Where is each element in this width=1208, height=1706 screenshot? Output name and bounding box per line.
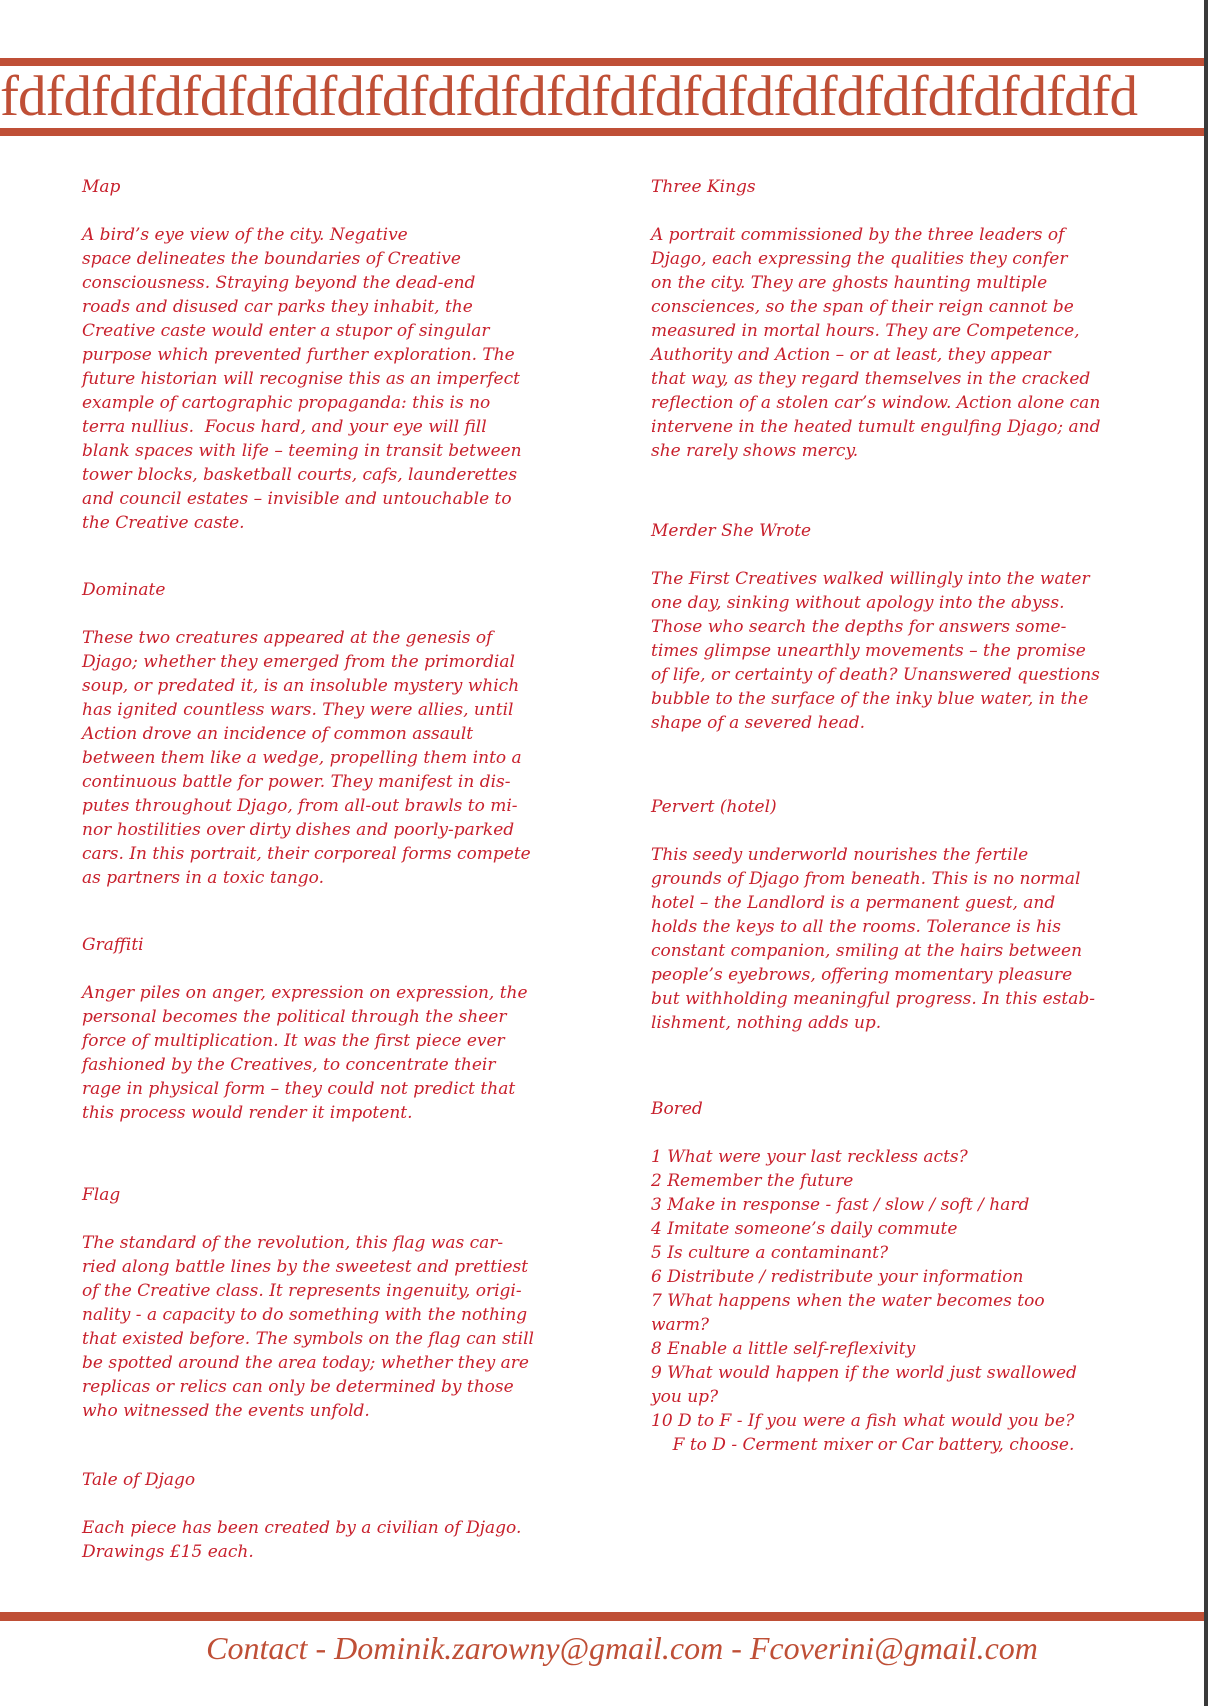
body-line: Authority and Action – or at least, they appear (651, 345, 1051, 365)
section-title: Graffiti (82, 935, 144, 955)
body-line: terra nullius. Focus hard, and your eye will fill (82, 417, 487, 437)
header-pattern: fdfdfdfdfdfdfdfdfdfdfdfdfdfdfdfdfdfdfdfdfdfdfdfdfd (0, 65, 1138, 128)
body-line: shape of a severed head. (651, 713, 865, 733)
section-title: Bored (651, 1099, 703, 1119)
body-line: bubble to the surface of the inky blue water, in the (651, 689, 1089, 709)
header-bottom-rule (0, 128, 1204, 136)
body-line: constant companion, smiling at the hairs between (651, 941, 1083, 961)
body-line: reflection of a stolen car’s window. Action alone can (651, 393, 1101, 413)
body-line: people’s eyebrows, offering momentary pleasure (651, 965, 1073, 985)
body-line: The First Creatives walked willingly into the water (651, 569, 1090, 589)
page-edge (1204, 0, 1208, 1706)
body-line: 7 What happens when the water becomes too (651, 1291, 1045, 1311)
body-line: future historian will recognise this as an imperfect (82, 369, 520, 389)
body-line: grounds of Djago from beneath. This is no normal (651, 869, 1081, 889)
body-line: warm? (651, 1315, 710, 1335)
section-three-kings (651, 175, 1100, 463)
body-line: F to D - Cerment mixer or Car battery, choose. (651, 1435, 1075, 1455)
body-line: space delineates the boundaries of Creative (82, 249, 461, 269)
body-line: putes throughout Djago, from all-out brawls to mi- (82, 796, 518, 816)
body-line: ried along battle lines by the sweetest and prettiest (82, 1257, 529, 1277)
body-line: 2 Remember the future (651, 1171, 854, 1191)
body-line: A portrait commissioned by the three leaders of (651, 225, 1065, 245)
section-tale-of-djago (82, 1468, 521, 1564)
section-title: Three Kings (651, 177, 756, 197)
body-line: but withholding meaningful progress. In this estab- (651, 989, 1095, 1009)
section-title: Merder She Wrote (651, 521, 812, 541)
body-line: 3 Make in response - fast / slow / soft / hard (651, 1195, 1030, 1215)
body-line: blank spaces with life – teeming in transit between (82, 441, 522, 461)
body-line: Each piece has been created by a civilian of Djago. (82, 1518, 522, 1538)
body-line: 6 Distribute / redistribute your information (651, 1267, 1024, 1287)
body-line: rage in physical form – they could not predict that (82, 1079, 516, 1099)
body-line: personal becomes the political through the sheer (82, 1007, 507, 1027)
body-line: Those who search the depths for answers some- (651, 617, 1067, 637)
body-line: times glimpse unearthly movements – the promise (651, 641, 1086, 661)
section-title: Map (82, 177, 121, 197)
body-line: one day, sinking without apology into the abyss. (651, 593, 1065, 613)
body-line: consciousness. Straying beyond the dead-end (82, 273, 476, 293)
body-line: 4 Imitate someone’s daily commute (651, 1219, 958, 1239)
section-map (82, 175, 522, 535)
body-line: A bird’s eye view of the city. Negative (82, 225, 408, 245)
body-line: has ignited countless wars. They were allies, until (82, 700, 514, 720)
body-line: measured in mortal hours. They are Competence, (651, 321, 1080, 341)
body-line: that existed before. The symbols on the flag can still (82, 1329, 534, 1349)
section-title: Tale of Djago (82, 1470, 196, 1490)
section-graffiti (82, 933, 528, 1125)
body-line: nor hostilities over dirty dishes and poorly-parked (82, 820, 515, 840)
body-line: between them like a wedge, propelling them into a (82, 748, 522, 768)
body-line: Djago, each expressing the qualities they confer (651, 249, 1068, 269)
body-line: holds the keys to all the rooms. Tolerance is his (651, 917, 1061, 937)
body-line: Djago; whether they emerged from the primordial (82, 652, 515, 672)
body-line: roads and disused car parks they inhabit, the (82, 297, 473, 317)
body-line: Anger piles on anger, expression on expression, the (82, 983, 528, 1003)
body-line: 10 D to F - If you were a fish what would you be? (651, 1411, 1075, 1431)
section-title: Dominate (82, 580, 166, 600)
body-line: as partners in a toxic tango. (82, 868, 324, 888)
body-line: replicas or relics can only be determined by those (82, 1377, 514, 1397)
body-line: and council estates – invisible and untouchable to (82, 489, 512, 509)
body-line: nality - a capacity to do something with the nothing (82, 1305, 528, 1325)
body-line: fashioned by the Creatives, to concentrate their (82, 1055, 496, 1075)
section-dominate (82, 578, 531, 890)
body-line: cars. In this portrait, their corporeal forms compete (82, 844, 531, 864)
body-line: she rarely shows mercy. (651, 441, 859, 461)
body-line: continuous battle for power. They manifest in dis- (82, 772, 511, 792)
body-line: the Creative caste. (82, 513, 245, 533)
body-line: lishment, nothing adds up. (651, 1013, 882, 1033)
body-line: 1 What were your last reckless acts? (651, 1147, 968, 1167)
body-line: soup, or predated it, is an insoluble mystery which (82, 676, 520, 696)
section-title: Flag (82, 1185, 121, 1205)
footer-contact: Contact - Dominik.zarowny@gmail.com - Fcoverini@gmail.com (206, 1630, 1038, 1666)
body-line: These two creatures appeared at the genesis of (82, 628, 493, 648)
footer-rule (0, 1612, 1204, 1621)
section-pervert-hotel (651, 795, 1095, 1035)
body-line: consciences, so the span of their reign cannot be (651, 297, 1074, 317)
body-line: that way, as they regard themselves in the cracked (651, 369, 1091, 389)
body-line: 8 Enable a little self-reflexivity (651, 1339, 916, 1359)
body-line: Action drove an incidence of common assault (82, 724, 474, 744)
body-line: who witnessed the events unfold. (82, 1401, 370, 1421)
section-bored (651, 1097, 1077, 1457)
body-line: be spotted around the area today; whether they are (82, 1353, 529, 1373)
body-line: The standard of the revolution, this flag was car- (82, 1233, 504, 1253)
body-line: Creative caste would enter a stupor of singular (82, 321, 490, 341)
body-line: on the city. They are ghosts haunting multiple (651, 273, 1048, 293)
section-flag (82, 1183, 534, 1423)
body-line: example of cartographic propaganda: this is no (82, 393, 491, 413)
section-title: Pervert (hotel) (651, 797, 777, 817)
body-line: force of multiplication. It was the first piece ever (82, 1031, 505, 1051)
body-line: tower blocks, basketball courts, cafs, launderettes (82, 465, 518, 485)
body-line: of the Creative class. It represents ingenuity, origi- (82, 1281, 522, 1301)
body-line: of life, or certainty of death? Unanswered questions (651, 665, 1100, 685)
body-line: 9 What would happen if the world just swallowed (651, 1363, 1077, 1383)
section-merder-she-wrote (651, 519, 1100, 735)
body-line: this process would render it impotent. (82, 1103, 413, 1123)
body-line: intervene in the heated tumult engulfing Djago; and (651, 417, 1101, 437)
body-line: hotel – the Landlord is a permanent guest, and (651, 893, 1056, 913)
body-line: 5 Is culture a contaminant? (651, 1243, 889, 1263)
body-line: This seedy underworld nourishes the fertile (651, 845, 1029, 865)
body-line: purpose which prevented further exploration. The (82, 345, 515, 365)
body-line: you up? (651, 1387, 719, 1407)
body-line: Drawings £15 each. (82, 1542, 254, 1562)
